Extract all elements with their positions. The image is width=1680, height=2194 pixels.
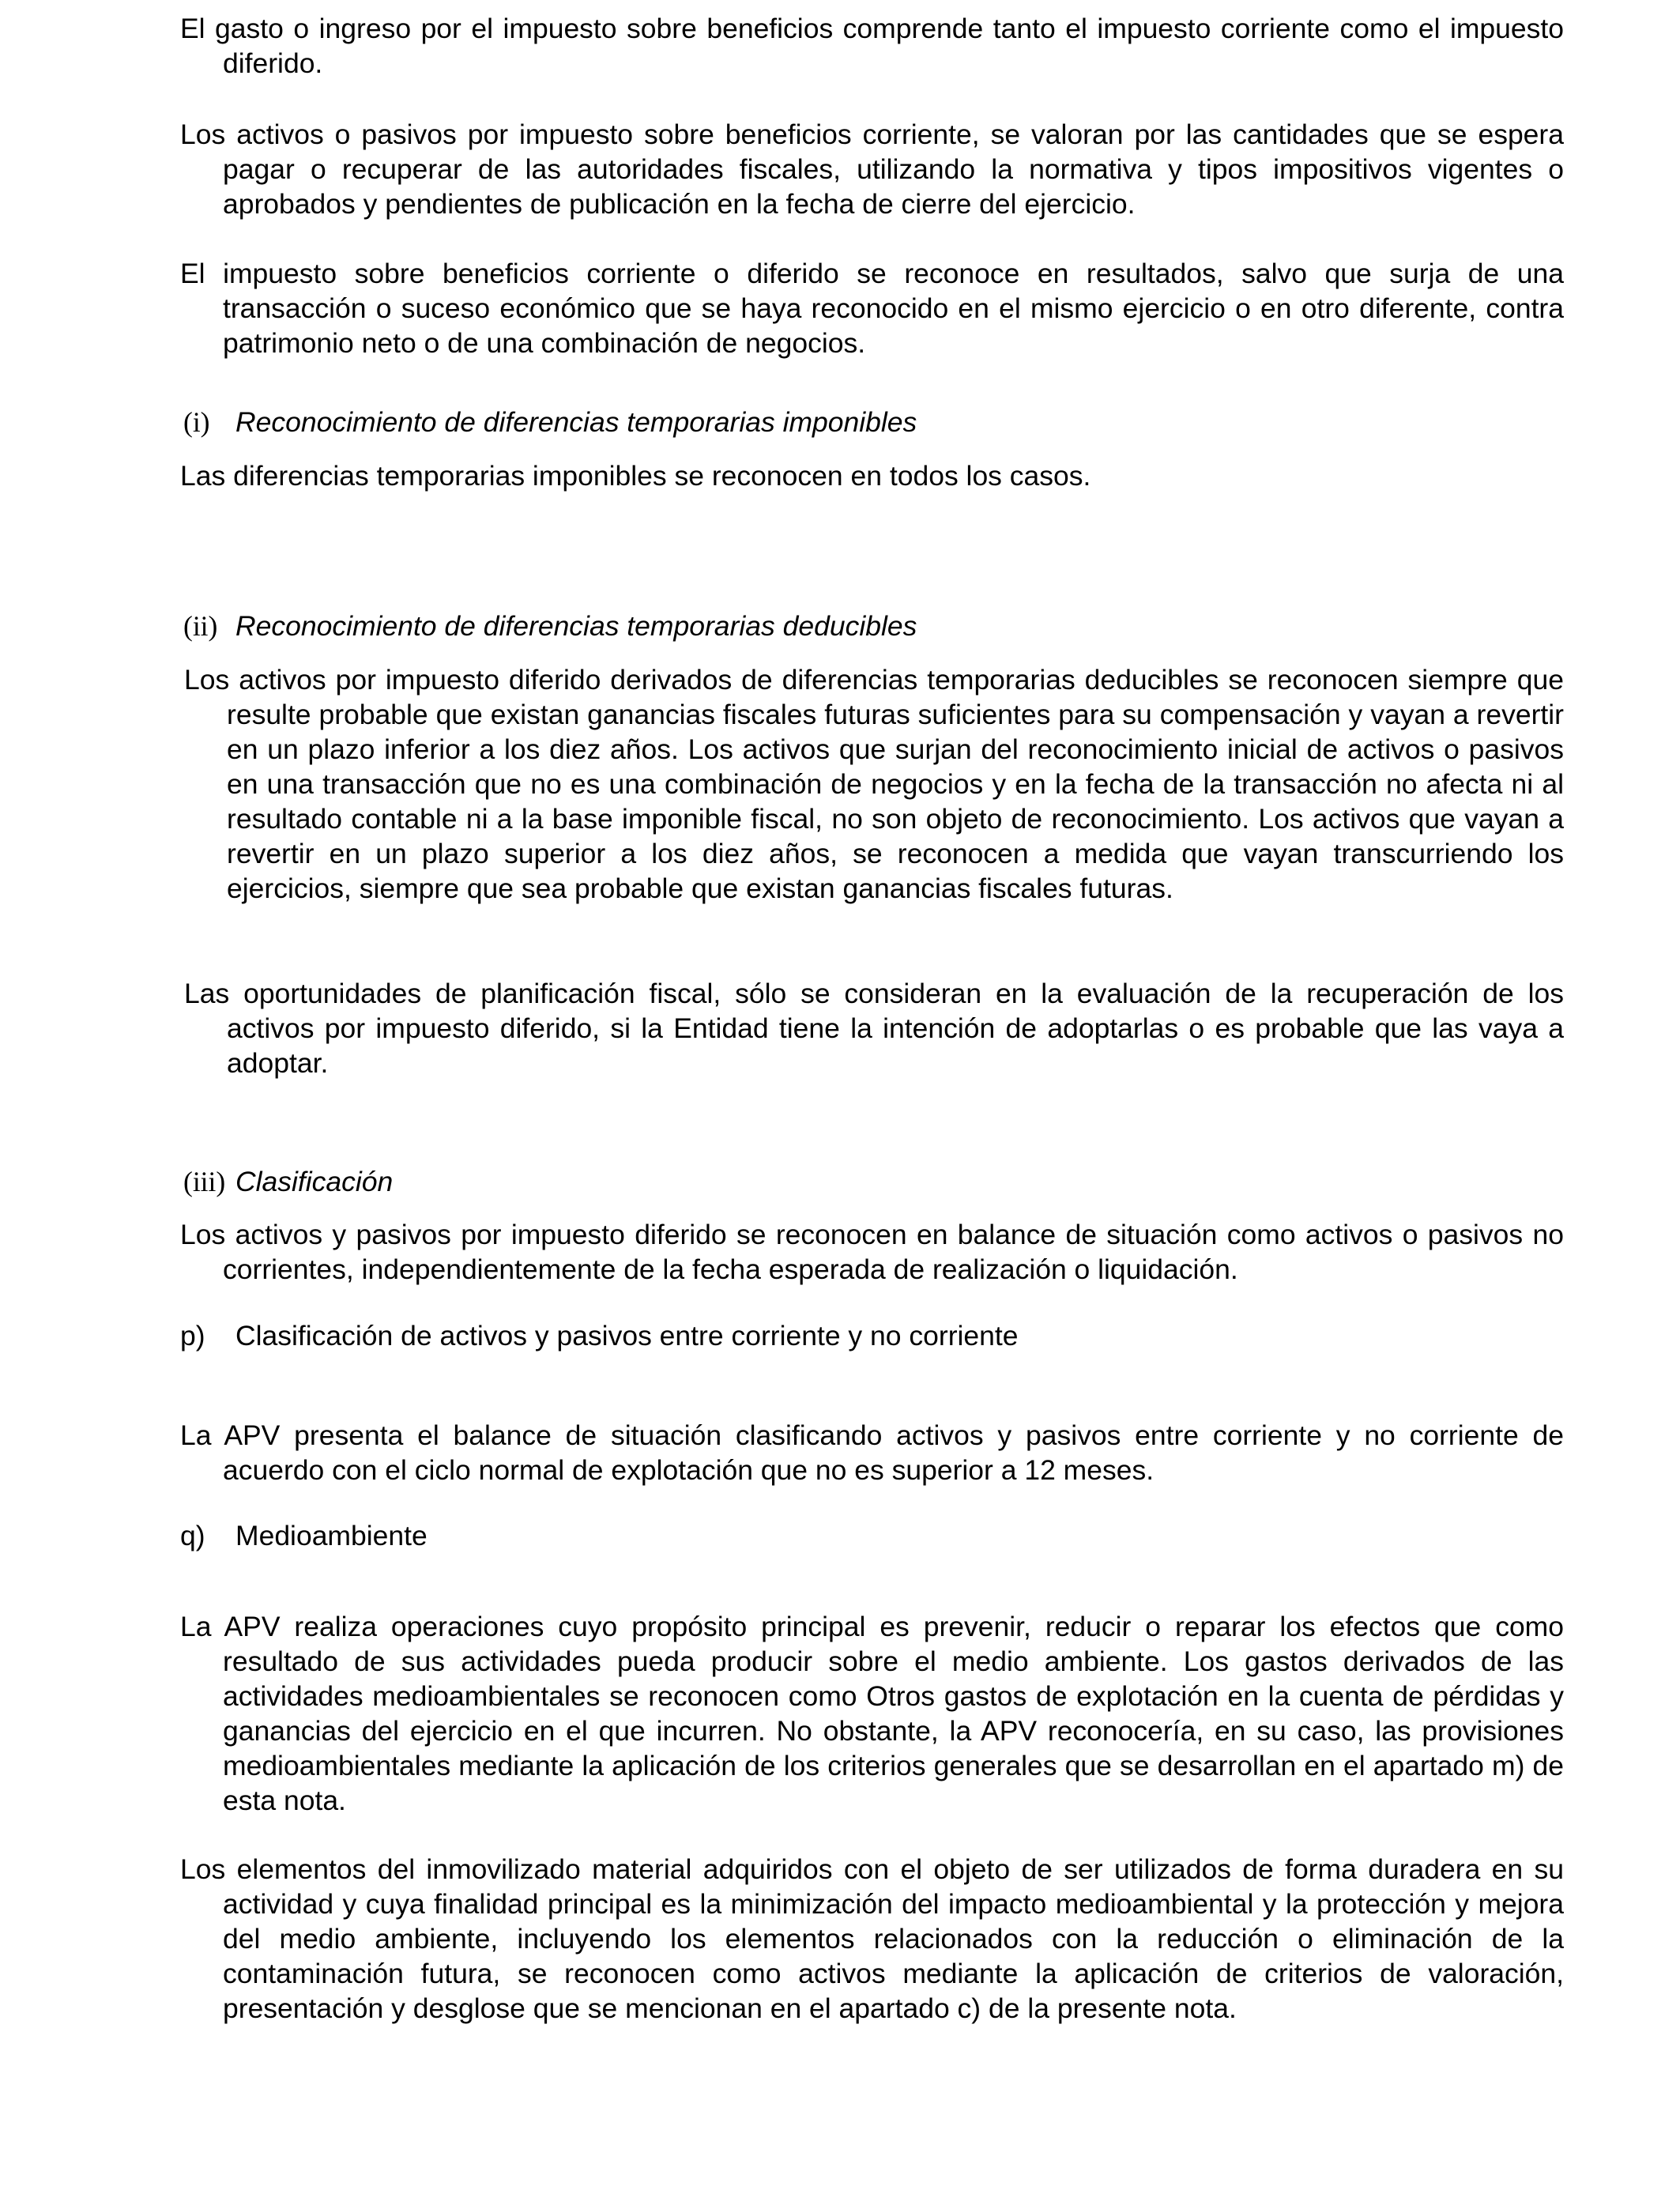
subheading-number: (ii)	[183, 610, 218, 642]
subheading-deductible-differences	[183, 609, 917, 643]
subheading-taxable-differences	[183, 405, 917, 439]
paragraph-environment-assets: Los elementos del inmovilizado material adquiridos con el objeto de ser utilizados de forma duradera en su actividad y cuya finalidad principal es la minimización del impacto medioambiental y la protección y mejora del medio ambiente, incluyendo los elementos relacionados con la reducción o eliminación de la contaminación futura, se reconocen como activos mediante la aplicación de criterios de valoración, presentación y desglose que se mencionan en el apartado c) de la presente nota.	[180, 1853, 1564, 2024]
section-q-heading	[180, 1518, 428, 1553]
subheading-number: (iii)	[183, 1166, 226, 1197]
section-letter: q)	[180, 1520, 205, 1551]
section-title: Medioambiente	[235, 1520, 428, 1551]
paragraph-deferred-classification: Los activos y pasivos por impuesto diferido se reconocen en balance de situación como activos o pasivos no corrientes, independientemente de la fecha esperada de realización o liquidación.	[180, 1219, 1564, 1285]
paragraph-tax-recognition: El impuesto sobre beneficios corriente o diferido se reconoce en resultados, salvo que surja de una transacción o suceso económico que se haya reconocido en el mismo ejercicio o en otro diferente, contra patrimonio neto o de una combinación de negocios.	[180, 258, 1564, 359]
paragraph-current-tax-valuation: Los activos o pasivos por impuesto sobre beneficios corriente, se valoran por las cantidades que se espera pagar o recuperar de las autoridades fiscales, utilizando la normativa y tipos impositivos vigentes o aprobados y pendientes de publicación en la fecha de cierre del ejercicio.	[180, 119, 1564, 220]
subheading-classification	[183, 1164, 394, 1199]
paragraph-taxable-differences: Las diferencias temporarias imponibles se reconocen en todos los casos.	[180, 460, 1091, 492]
paragraph-balance-classification: La APV presenta el balance de situación clasificando activos y pasivos entre corriente y no corriente de acuerdo con el ciclo normal de explotación que no es superior a 12 meses.	[180, 1419, 1564, 1486]
section-title: Clasificación de activos y pasivos entre corriente y no corriente	[235, 1320, 1019, 1351]
subheading-title: Reconocimiento de diferencias temporarias imponibles	[235, 406, 917, 438]
section-letter: p)	[180, 1320, 205, 1351]
subheading-title: Clasificación	[235, 1166, 394, 1197]
subheading-number: (i)	[183, 406, 210, 438]
paragraph-tax-expense: El gasto o ingreso por el impuesto sobre beneficios comprende tanto el impuesto corriente como el impuesto diferido.	[180, 13, 1564, 79]
subheading-title: Reconocimiento de diferencias temporarias deducibles	[235, 610, 917, 642]
paragraph-tax-planning: Las oportunidades de planificación fiscal, sólo se consideran en la evaluación de la recuperación de los activos por impuesto diferido, si la Entidad tiene la intención de adoptarlas o es probable que las vaya a adoptar.	[184, 978, 1564, 1079]
paragraph-deferred-tax-assets: Los activos por impuesto diferido derivados de diferencias temporarias deducibles se reconocen siempre que resulte probable que existan ganancias fiscales futuras suficientes para su compensación y vayan a revertir en un plazo inferior a los diez años. Los activos que surjan del reconocimiento inicial de activos o pasivos en una transacción que no es una combinación de negocios y en la fecha de la transacción no afecta ni al resultado contable ni a la base imponible fiscal, no son objeto de reconocimiento. Los activos que vayan a revertir en un plazo superior a los diez años, se reconocen a medida que vayan transcurriendo los ejercicios, siempre que sea probable que existan ganancias fiscales futuras.	[184, 664, 1564, 904]
section-p-heading	[180, 1318, 1019, 1353]
paragraph-environment-operations: La APV realiza operaciones cuyo propósito principal es prevenir, reducir o reparar los efectos que como resultado de sus actividades pueda producir sobre el medio ambiente. Los gastos derivados de las actividades medioambientales se reconocen como Otros gastos de explotación en la cuenta de pérdidas y ganancias del ejercicio en el que incurren. No obstante, la APV reconocería, en su caso, las provisiones medioambientales mediante la aplicación de los criterios generales que se desarrollan en el apartado m) de esta nota.	[180, 1611, 1564, 1816]
